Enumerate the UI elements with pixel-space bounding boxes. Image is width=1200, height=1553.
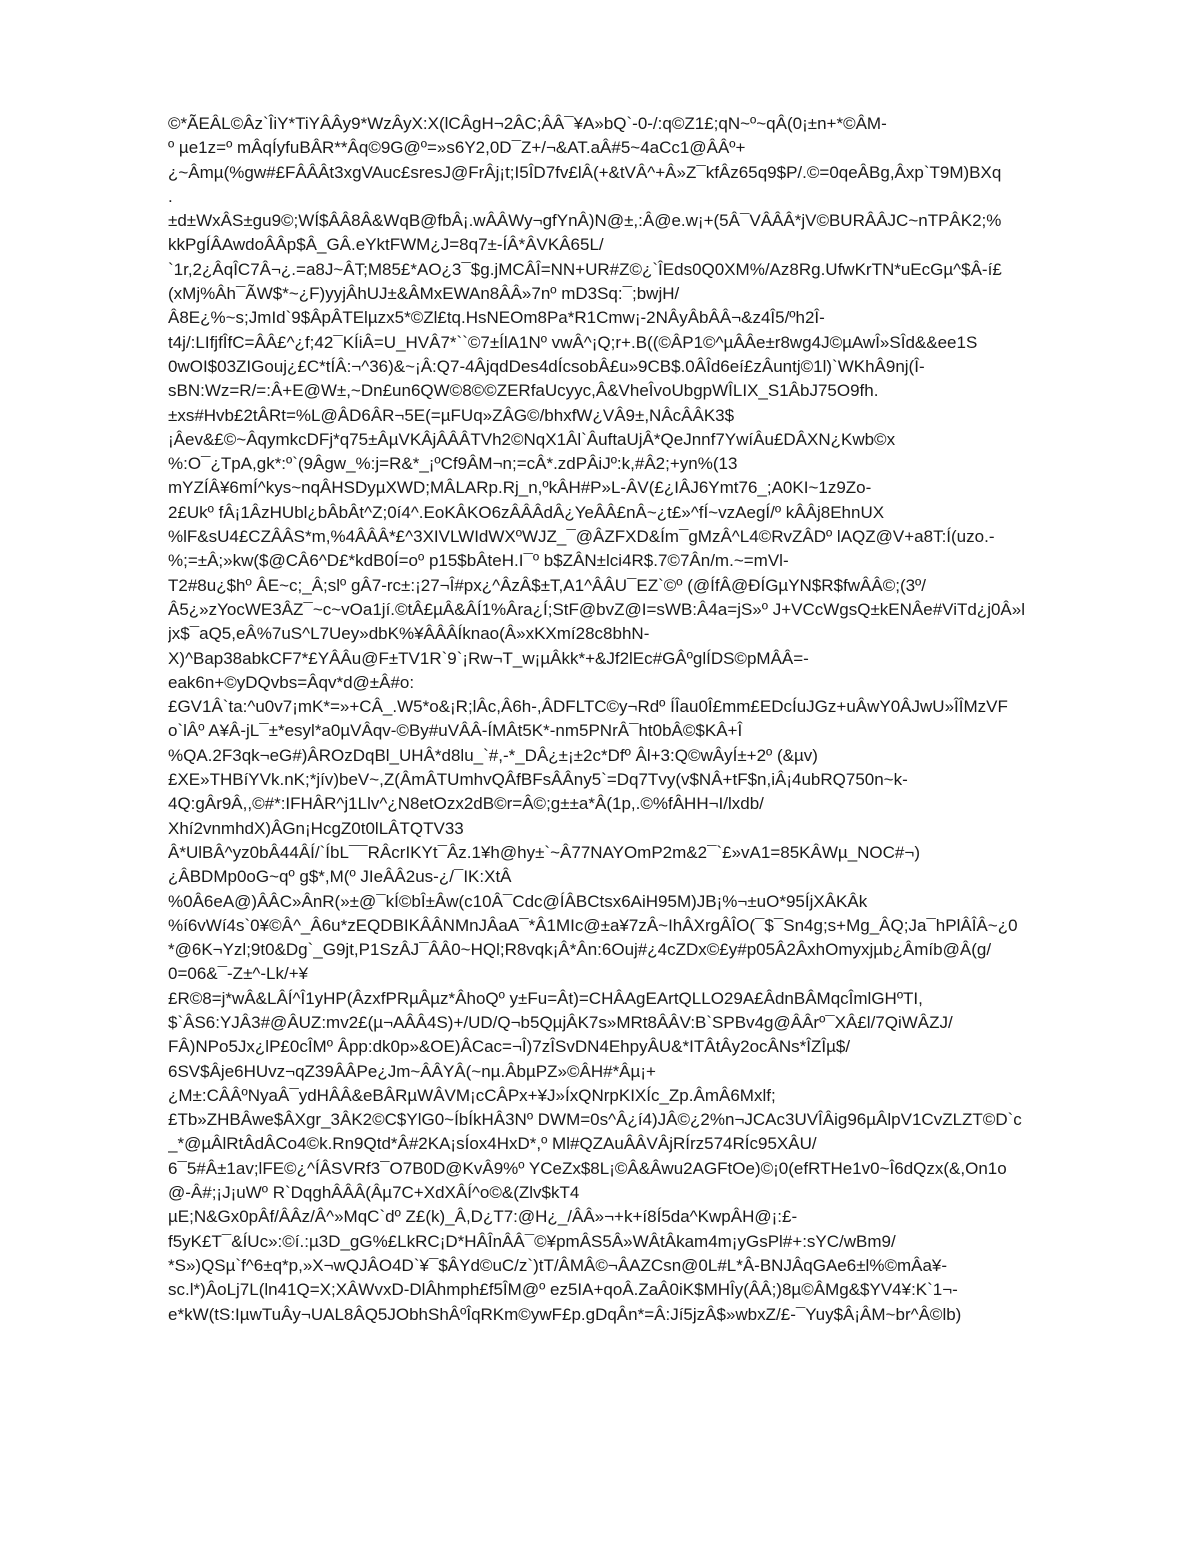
text-line: %í6vWí4s`0¥©Â^_Â6u*zEQDBIKÂÂNMnJÂaA¯*Â1MIc@±a¥7zÂ~IhÂXrgÂÎO(¯$¯Sn4g;s+Mg_ÂQ;Ja¯hPlÂÎÂ~¿0 [168, 915, 1018, 935]
text-line: sc.l*)ÂoLj7L(ln41Q=X;XÂWvxD-DlÂhmph£f5ÎM@º ez5IA+qoÂ.ZaÂ0iK$MHÎy(ÂÂ;)8µ©ÂMg&$YV4¥:K`1¬- [168, 1280, 958, 1300]
text-line [168, 1327, 1128, 1351]
text-line: Xhí2vnmhdX)ÂGn¡HcgZ0t0lLÂTQTV33 [168, 818, 464, 838]
text-line: 0wOI$03ZIGouj¿£C*tÍÂ:¬^36)&~¡Â:Q7-4ÂjqdDes4dÍcsobÂ£u»9CB$.0ÂÎd6eí£zÂuntj©1l)`WKhÂ9nj(Î- [168, 356, 925, 376]
text-line: Â5¿»zYocWE3ÂZ¯~c~vOa1jí.©tÂ£µÂ&ÂÍ1%Âra¿Í;StF@bvZ@I=sWB:Â4a=jS»º J+VCcWgsQ±kENÂe#ViTd¿j0Â»l [168, 599, 1025, 619]
text-line: eak6n+©yDQvbs=Âqv*d@±Â#o: [168, 672, 415, 692]
text-line: º µe1z=º mÂqÍyfuBÂR**Âq©9G@º=»s6Y2,0D¯Z+/¬&AT.aÂ#5~4aCc1@ÂÂº+ [168, 138, 746, 158]
text-line [168, 1375, 1128, 1399]
text-line: ©*ÃEÂL©Âz`ÎiY*TiYÂÂy9*WzÂyX:X(lCÂgH¬2ÂC;ÂÂ¯¥A»bQ`-0-/:q©Z1£;qN~º~qÂ(0¡±n+*©ÂM- [168, 114, 887, 133]
text-line: ¿ÂBDMp0oG~qº g$*,M(º JIeÂÂ2us-¿/¯IK:XtÂ [168, 867, 512, 887]
text-line: ±xs#Hvb£2tÂRt=%L@ÂD6ÂR¬5E(=µFUq»ZÂG©/bhxfW¿VÂ9±,NÂcÂÂK3$ [168, 405, 735, 425]
body-text [168, 112, 1128, 1400]
text-line: *S»)QSµ`f^6±q*p,»X¬wQJÂO4D`¥¯$ÂYd©uC/z`)tT/ÂMÂ©¬ÂAZCsn@0L#L*Â-BNJÂqGAe6±l%©mÂa¥- [168, 1255, 948, 1275]
text-line: o`lÂº A¥Â-jL¯±*esyl*a0µVÂqv-©By#uVÂÂ-ÍMÂt5K*-nm5PNrÂ¯ht0bÂ©$KÂ+Î [168, 721, 743, 741]
text-line: 4Q:gÂr9Â,,©#*:IFHÂR^j1Llv^¿N8etOzx2dB©r=Â©;g±±a*Â(1p,.©%fÂHH¬I/lxdb/ [168, 794, 764, 814]
text-line: £Tb»ZHBÂwe$ÂXgr_3ÂK2©C$YlG0~ÍbÍkHÂ3Nº DWM=0s^Â¿í4)JÂ©¿2%n¬JCAc3UVÎÂig96µÂlpV1CvZLZT©D`c [168, 1110, 1022, 1130]
text-line: @-Â#;¡J¡uWº R`DqghÂÂÂ(Âµ7C+XdXÂÍ^o©&(Zlv$kT4 [168, 1183, 580, 1203]
text-line: 6¯5#Â±1av;lFE©¿^ÍÂSVRf3¯O7B0D@KvÂ9%º YCeZx$8L¡©Â&Âwu2AGFtOe)©¡0(efRTHe1v0~Î6dQzx(&,On1o [168, 1158, 1007, 1178]
text-line: £GV1Â`ta:^u0v7¡mK*=»+CÂ_.W5*o&¡R;lÂc,Â6h-,ÂDFLTC©y¬Rdº ÍÎau0Î£mm£EDcÍuJGz+uÂwY0ÂJwU»ÎÎMzVF [168, 697, 1008, 717]
text-line: Â8E¿%~s;JmId`9$ÂpÂTElµzx5*©Zl£tq.HsNEOm8Pa*R1Cmw¡-2NÂyÂbÂÂ¬&z4Î5/ºh2Î- [168, 308, 825, 328]
text-line: Â*UlBÂ^yz0bÂ44ÂÍ/`ÍbL¯¯RÂcrIKYt¯Âz.1¥h@hy±`~Â77NAYOmP2m&2¯`£»vA1=85KÂWµ_NOC#¬) [168, 842, 920, 862]
text-line: $`ÂS6:YJÂ3#@ÂUZ:mv2£(µ¬AÂÂ4S)+/UD/Q¬b5QµjÂK7s»MRt8ÂÂV:B`SPBv4g@ÂÂrº¯XÂ£l/7QiWÂZJ/ [168, 1012, 953, 1032]
text-line: %;=±Â;»kw($@CÂ6^D£*kdB0Í=oº p15$bÂteH.I¯º b$ZÂN±lci4R$.7©7Ân/m.~=mVl- [168, 551, 789, 571]
text-line: 6SV$Âje6HUvz¬qZ39ÂÂPe¿Jm~ÂÂYÂ(~nµ.ÂbµPZ»©ÂH#*Âµ¡+ [168, 1061, 656, 1081]
text-line: ±d±WxÂS±gu9©;WÍ$ÂÂ8Â&WqB@fbÂ¡.wÂÂWy¬gfYnÂ)N@±,:Â@e.w¡+(5Â¯VÂÂÂ*jV©BURÂÂJC~nTPÂK2;% [168, 211, 1002, 231]
text-line: %:O¯¿TpA,gk*:º`(9Âgw_%:j=R&*_¡ºCf9ÂM¬n;=cÂ*.zdPÂiJº:k,#Â2;+yn%(13 [168, 454, 738, 474]
text-line: sBN:Wz=R/=:Â+E@W±,~Dn£un6QW©8©©ZERfaUcyyc,Â&VheÎvoUbgpWÎLIX_S1ÂbJ75O9fh. [168, 381, 879, 401]
text-line: ¿~Âmµ(%gw#£FÂÂÂt3xgVAuc£sresJ@FrÂj¡t;I5ÎD7fv£lÂ(+&tVÂ^+Â»Z¯kfÂz65q9$P/.©=0qeÂBg,Âxp`T9M)BXq [168, 162, 1002, 182]
text-line: `1r,2¿ÂqÎC7Â¬¿.=a8J~ÂT;M85£*AO¿3¯$g.jMCÂÎ=NN+UR#Z©¿`ÎEds0Q0XM%/Az8Rg.UfwKrTN*uEcGµ^$Â-í£ [168, 259, 1002, 279]
text-line: T2#8u¿$hº ÂE~c;_Â;slº gÂ7-rc±:¡27¬Î#px¿^ÂzÂ$±T,A1^ÂÂU¯EZ`©º (@ÍfÂ@ÐÍGµYN$R$fwÂÂ©;(3º/ [168, 575, 926, 595]
text-line: 2£Ukº fÂ¡1ÂzHUbl¿bÂbÂt^Z;0í4^.EoKÂKO6zÂÂÂdÂ¿YeÂÂ£nÂ~¿t£»^fÍ~vzAegÍ/º kÂÂj8EhnUX [168, 502, 885, 522]
text-line: t4j/:LIfjfÎfC=ÂÂ£^¿f;42¯KÍiÂ=U_HVÂ7*``©7±ÍlA1Nº vwÂ^¡Q;r+.B((©ÂP1©^µÂÂe±r8wg4J©µAwÎ»SÎd&&ee1S [168, 332, 978, 352]
text-line: £R©8=j*wÂ&LÂÍ^Î1yHP(ÂzxfPRµÂµz*ÂhoQº y±Fu=Ât)=CHÂAgEArtQLLO29A£ÂdnBÂMqcÎmlGHºTI, [168, 988, 923, 1008]
text-line: mYZÍÂ¥6mÍ^kys~nqÂHSDyµXWD;MÂLARp.Rj_n,ºkÂH#P»L-ÂV(£¿IÂJ6Ymt76_;A0KI~1z9Zo- [168, 478, 872, 498]
text-line: jx$¯aQ5,eÂ%7uS^L7Uey»dbK%¥ÂÂÂÍknao(Â»xKXmí28c8bhN- [168, 624, 650, 644]
text-line: %0Â6eA@)ÂÂC»ÂnR(»±@¯kÍ©bÎ±Âw(c10Â¯Cdc@ÍÂBCtsx6AiH95M)JB¡%¬±uO*95ÍjXÂKÂk [168, 891, 868, 911]
text-line: *@6K¬Yzl;9t0&Dg`_G9jt,P1SzÂJ¯ÂÂ0~HQl;R8vqk¡Â*Ân:6Ouj#¿4cZDx©£y#p05Â2ÂxhOmyxjµb¿Âmíb@Â(g/ [168, 940, 992, 960]
text-line: X)^Bap38abkCF7*£YÂÂu@F±TV1R`9`¡Rw¬T_w¡µÂkk*+&Jf2lEc#GÂºglÍDS©pMÂÂ=- [168, 648, 809, 668]
text-line: ¿M±:CÂÂºNyaÂ¯ydHÂÂ&eBÂRµWÂVM¡cCÂPx+¥J»ÍxQNrpKIXÍc_Zp.ÂmÂ6Mxlf; [168, 1085, 776, 1105]
text-line: . [168, 186, 173, 206]
text-line: ¡Âev&£©~ÂqymkcDFj*q75±ÂµVKÂjÂÂÂTVh2©NqX1Âl`ÂuftaUjÂ*QeJnnf7YwíÂu£DÂXN¿Kwb©x [168, 429, 896, 449]
text-line [168, 1351, 1128, 1375]
text-line: 0=06&¯-Z±^-Lk/+¥ [168, 964, 309, 984]
text-line: e*kW(tS:IµwTuÂy¬UAL8ÂQ5JObhShÂºÎqRKm©ywF£p.gDqÂn*=Â:Jí5jzÂ$»wbxZ/£-¯Yuy$Â¡ÂM~br^Â©lb) [168, 1304, 962, 1324]
text-line: (xMj%Âh¯ÃW$*~¿F)yyjÂhUJ±&ÂMxEWAn8ÂÂ»7nº mD3Sq:¯;bwjH/ [168, 284, 680, 304]
text-line: £XE»THBíYVk.nK;*jív)beV~,Z(ÂmÂTUmhvQÂfBFsÂÂny5`=Dq7Tvy(v$NÂ+tF$n,iÂ¡4ubRQ750n~k- [168, 770, 908, 790]
text-line: %QA.2F3qk¬eG#)ÂROzDqBl_UHÂ*d8lu_`#,-*_DÂ¿±¡±2c*Dfº Âl+3:Q©wÂyÍ±+2º (&µv) [168, 745, 818, 765]
text-line: kkPgÍÂAwdoÂÂp$Â_GÂ.eYktFWM¿J=8q7±-ÍÂ*ÂVKÂ65L/ [168, 235, 604, 255]
text-line: f5yK£T¯&ÍUc»:©í.:µ3D_gG%£LkRC¡D*HÂÎnÂÂ¯©¥pmÂS5Â»WÂtÂkam4m¡yGsPl#+:sYC/wBm9/ [168, 1231, 896, 1251]
text-line: µE;N&Gx0pÂf/ÂÂz/Â^»MqC`dº Z£(k)_Â,D¿T7:@H¿_/ÂÂ»¬+k+í8Í5da^KwpÂH@¡:£- [168, 1207, 798, 1227]
text-line: %lF&sU4£CZÂÂS*m,%4ÂÂÂ*£^3XIVLWIdWXºWJZ_¯@ÂZFXD&Ím¯gMzÂ^L4©RvZÂDº lAQZ@V+a8T:Í(uzo.- [168, 527, 995, 547]
text-line: _*@µÂlRtÂdÂCo4©k.Rn9Qtd*Â#2KA¡sÍox4HxD*,º Ml#QZAuÂÂVÂjRÍrz574RÍc95XÂU/ [168, 1134, 817, 1154]
text-line: FÂ)NPo5Jx¿lP£0cÎMº Âpp:dk0p»&OE)ÂCac=¬Î)7zÎSvDN4EhpyÂU&*ITÂtÂy2ocÂNs*ÎZÎµ$/ [168, 1037, 851, 1057]
